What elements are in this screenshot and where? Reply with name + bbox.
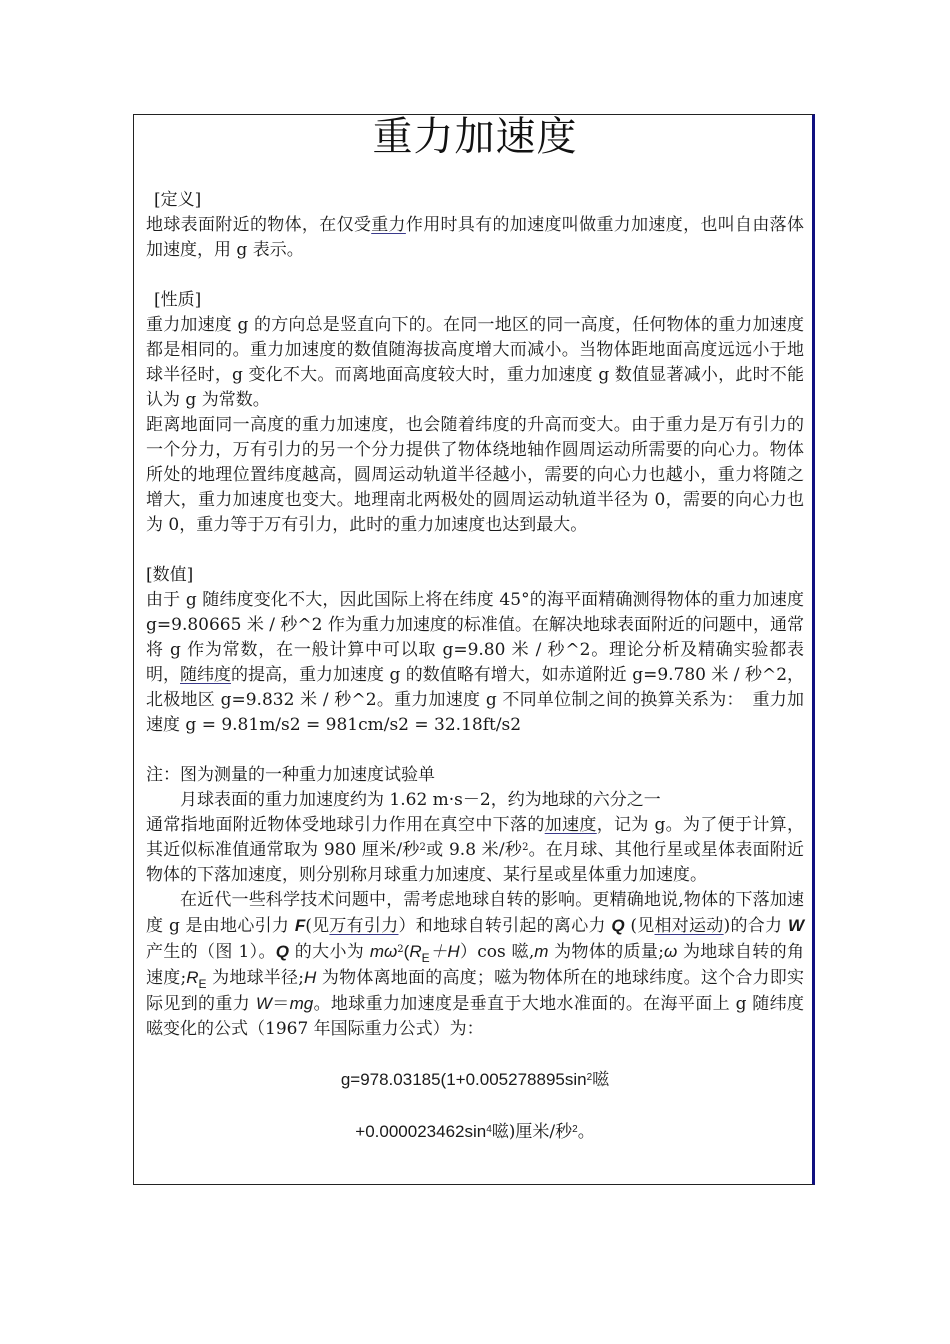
spacer	[146, 738, 804, 763]
formula-line-1: $g=978.03185(1+0.005278895\sin^2$嗞	[340, 1070, 610, 1090]
spacer	[146, 1093, 804, 1119]
document-content	[146, 115, 804, 1145]
properties-paragraph-2: 距离地面同一高度的重力加速度，也会随着纬度的升高而变大。由于重力是万有引力的一个分力，万有引力的另一个分力提供了物体绕地轴作圆周运动所需要的向心力。物体所处的地理位置纬度越高，圆周运动轨道半径越小，需要的向心力也越小，重力将随之增大，重力加速度也变大。地理南北两极处的圆周运动轨道半径为 0，需要的向心力也为 0，重力等于万有引力，此时的重力加速度也达到最大。	[146, 415, 804, 535]
link-universal-gravitation[interactable]: 万有引力	[329, 916, 399, 936]
section-heading-values: [数值]	[146, 565, 194, 585]
spacer	[146, 159, 804, 188]
section-heading-properties: [性质]	[154, 290, 202, 310]
link-relative-motion[interactable]: 相对运动	[654, 916, 724, 936]
properties-paragraph-1: 重力加速度 g 的方向总是竖直向下的。在同一地区的同一高度，任何物体的重力加速度都是相同的。重力加速度的数值随海拔高度增大而减小。当物体距地面高度远远小于地球半径时，g 变化不大。而离地面高度较大时，重力加速度 g 数值显著减小，此时不能认为 g 为常数。	[146, 315, 804, 410]
spacer	[146, 1042, 804, 1067]
values-paragraph: 由于 g 随纬度变化不大，因此国际上将在纬度 45°的海平面精确测得物体的重力加速度 g=9.80665 米 / 秒^2 作为重力加速度的标准值。在解决地球表面附近的问题中，通常将 g 作为常数，在一般计算中可以取 g=9.80 米 / 秒^2。理论分析及精确实验都表明，随纬度的提高，重力加速度 g 的数值略有增大，如赤道附近 g=9.780 米 / 秒^2，北极地区 g=9.832 米 / 秒^2。重力加速度 g 不同单位制之间的换算关系为： 重力加速度 g = 9.81m/s2 = 981cm/s2 = 32.18ft/s2	[146, 590, 805, 735]
section-heading-definition: [定义]	[154, 190, 202, 210]
general-paragraph: 通常指地面附近物体受地球引力作用在真空中下落的加速度，记为 g。为了便于计算，其近似标准值通常取为 980 厘米/秒$^2$或 9.8 米/秒$^2$。在月球、其他行星或星体表面附近物体的下落加速度，则分别称月球重力加速度、某行星或星体重力加速度。	[146, 815, 805, 885]
rotation-paragraph: 在近代一些科学技术问题中，需考虑地球自转的影响。更精确地说,物体的下落加速度 g 是由地心引力 F(见万有引力）和地球自转引起的离心力 Q (见相对运动)的合力 W 产生的（图 1）。Q 的大小为 $m\omega^2(R_E+H)\cos$ 嗞,m 为物体的质量;ω 为地球自转的角速度$;R_E$ 为地球半径;H 为物体离地面的高度；嗞为物体所在的地球纬度。这个合力即实际见到的重力 W＝mg。地球重力加速度是垂直于大地水准面的。在海平面上 g 随纬度嗞变化的公式（1967 年国际重力公式）为：	[146, 890, 805, 1039]
note-caption: 注：图为测量的一种重力加速度试验单	[146, 765, 435, 785]
link-acceleration[interactable]: 加速度	[544, 815, 597, 835]
page-title: 重力加速度	[372, 114, 578, 160]
definition-paragraph: 地球表面附近的物体，在仅受重力作用时具有的加速度叫做重力加速度，也叫自由落体加速度，用 g 表示。	[146, 215, 805, 260]
link-latitude[interactable]: 随纬度	[180, 665, 232, 685]
link-gravity[interactable]: 重力	[371, 215, 406, 235]
formula-line-2: $+0.000023462\sin^4$嗞)厘米/秒$^2$。	[355, 1122, 595, 1142]
spacer	[146, 263, 804, 288]
spacer	[146, 538, 804, 563]
document-frame	[133, 114, 815, 1185]
moon-gravity-line: 月球表面的重力加速度约为 1.62 m·s－2，约为地球的六分之一	[180, 790, 661, 810]
